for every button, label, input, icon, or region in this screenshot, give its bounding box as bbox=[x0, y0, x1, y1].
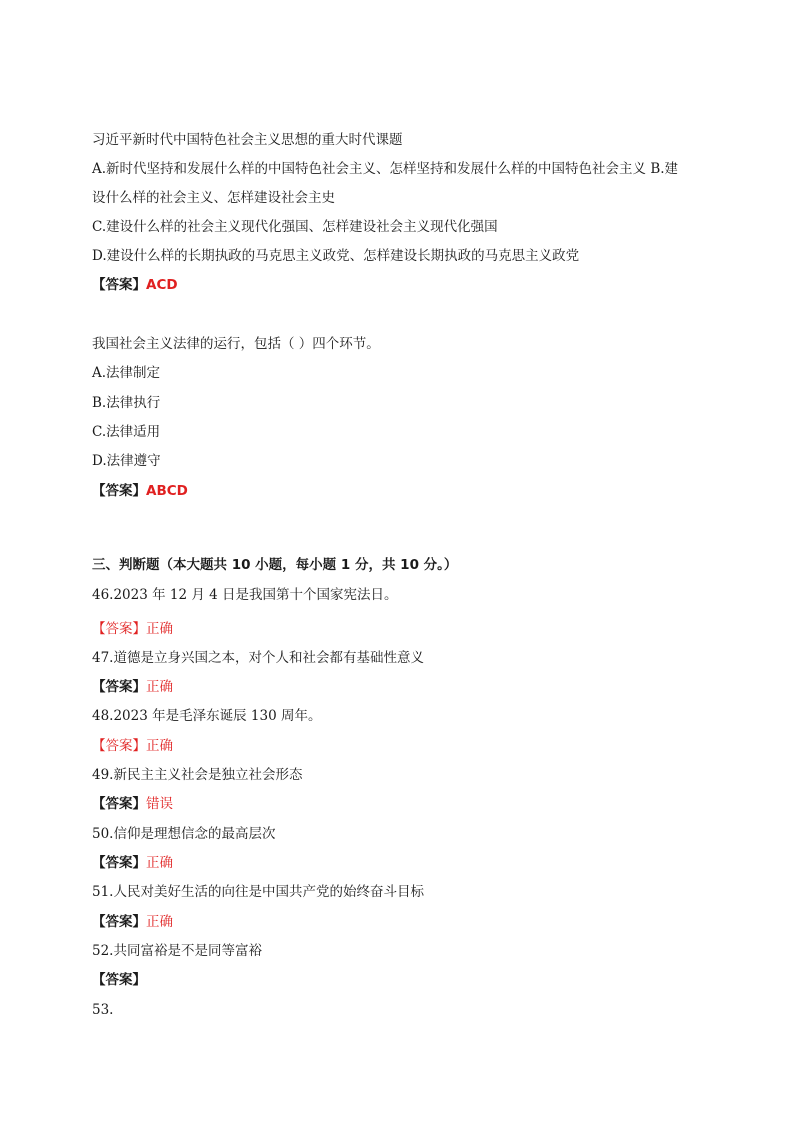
option-b: B.法律执行 bbox=[92, 395, 161, 411]
answer-line bbox=[92, 971, 146, 989]
answer-line bbox=[92, 620, 173, 638]
judgment-question: 51.人民对美好生活的向往是中国共产党的始终奋斗目标 bbox=[92, 884, 424, 900]
judgment-question: 52.共同富裕是不是同等富裕 bbox=[92, 943, 262, 959]
judgment-question: 47.道德是立身兴国之本，对个人和社会都有基础性意义 bbox=[92, 650, 424, 666]
answer-line bbox=[92, 854, 173, 872]
answer-value: 正确 bbox=[146, 738, 173, 754]
answer-line bbox=[92, 795, 173, 813]
answer-label: 【答案】 bbox=[92, 277, 146, 293]
question-stem: 我国社会主义法律的运行，包括（ ）四个环节。 bbox=[92, 336, 380, 352]
answer-label: 【答案】 bbox=[92, 914, 146, 930]
answer-line bbox=[92, 678, 173, 696]
answer-value: 正确 bbox=[146, 621, 173, 637]
answer-value: ACD bbox=[146, 277, 178, 293]
question-stem: 习近平新时代中国特色社会主义思想的重大时代课题 bbox=[92, 132, 403, 148]
option-c: C.法律适用 bbox=[92, 424, 161, 440]
option-ab-line1: A.新时代坚持和发展什么样的中国特色社会主义、怎样坚持和发展什么样的中国特色社会主义 B.建 bbox=[92, 161, 679, 177]
answer-value: 正确 bbox=[146, 679, 173, 695]
judgment-question: 46.2023 年 12 月 4 日是我国第十个国家宪法日。 bbox=[92, 587, 398, 603]
judgment-question: 49.新民主主义社会是独立社会形态 bbox=[92, 767, 303, 783]
answer-label: 【答案】 bbox=[92, 679, 146, 695]
judgment-question: 50.信仰是理想信念的最高层次 bbox=[92, 826, 276, 842]
answer-value: 错误 bbox=[146, 796, 173, 812]
answer-label: 【答案】 bbox=[92, 621, 146, 637]
section-heading: 三、判断题（本大题共 10 小题，每小题 1 分，共 10 分。） bbox=[92, 557, 458, 573]
answer-line bbox=[92, 276, 178, 294]
answer-value: ABCD bbox=[146, 483, 188, 499]
option-d: D.法律遵守 bbox=[92, 453, 161, 469]
judgment-question: 53. bbox=[92, 1002, 114, 1018]
judgment-question: 48.2023 年是毛泽东诞辰 130 周年。 bbox=[92, 708, 322, 724]
answer-line bbox=[92, 482, 188, 500]
answer-line bbox=[92, 737, 173, 755]
answer-label: 【答案】 bbox=[92, 483, 146, 499]
option-a: A.法律制定 bbox=[92, 365, 161, 381]
answer-line bbox=[92, 913, 173, 931]
answer-label: 【答案】 bbox=[92, 855, 146, 871]
answer-label: 【答案】 bbox=[92, 972, 146, 988]
option-ab-line2: 设什么样的社会主义、怎样建设社会主史 bbox=[92, 190, 335, 206]
answer-label: 【答案】 bbox=[92, 796, 146, 812]
answer-label: 【答案】 bbox=[92, 738, 146, 754]
answer-value: 正确 bbox=[146, 914, 173, 930]
answer-value: 正确 bbox=[146, 855, 173, 871]
option-c: C.建设什么样的社会主义现代化强国、怎样建设社会主义现代化强国 bbox=[92, 219, 498, 235]
option-d: D.建设什么样的长期执政的马克思主义政党、怎样建设长期执政的马克思主义政党 bbox=[92, 248, 580, 264]
